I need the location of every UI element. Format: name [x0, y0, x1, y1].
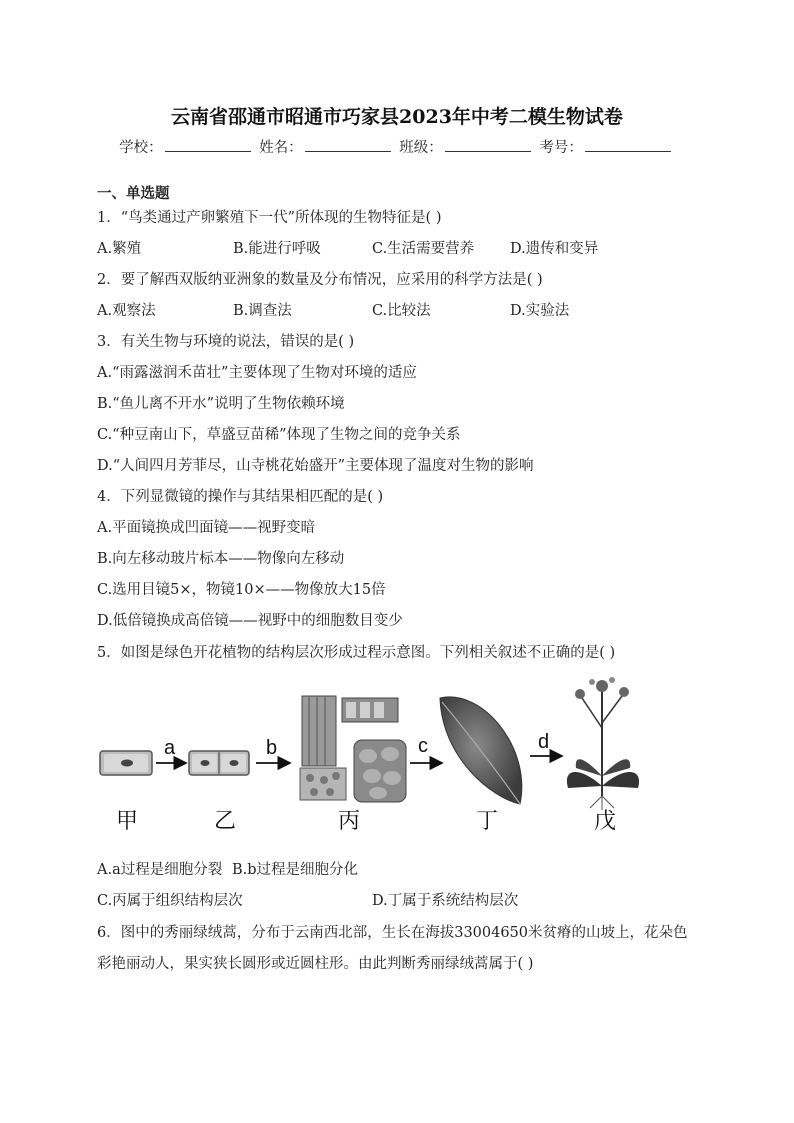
q5-option-a: A.a过程是细胞分裂	[97, 862, 223, 878]
q3-option-c: C.“种豆南山下，草盛豆苗稀”体现了生物之间的竞争关系	[97, 427, 461, 443]
figure-label-ding: 丁	[476, 809, 499, 834]
q3-stem: 3．有关生物与环境的说法，错误的是( )	[97, 334, 355, 350]
section-heading: 一、单选题	[97, 185, 170, 202]
q4-option-c: C.选用目镜5×，物镜10×——物像放大15倍	[97, 582, 386, 598]
figure-label-jia: 甲	[116, 809, 139, 834]
class-label: 班级：	[399, 140, 443, 156]
figure-label-yi: 乙	[214, 809, 237, 834]
q5-option-b: B.b过程是细胞分化	[232, 862, 359, 878]
q5-option-c: C.丙属于组织结构层次	[97, 893, 243, 909]
q1-option-a: A.繁殖	[97, 241, 142, 257]
q3-option-d: D.“人间四月芳菲尽，山寺桃花始盛开”主要体现了温度对生物的影响	[97, 458, 534, 474]
leaf-ding-image	[440, 697, 522, 804]
q1-option-c: C.生活需要营养	[372, 241, 475, 257]
q2-option-b: B.调查法	[233, 303, 292, 319]
number-label: 考号：	[539, 140, 583, 156]
name-blank[interactable]	[305, 137, 391, 152]
q1-stem: 1．“鸟类通过产卵繁殖下一代”所体现的生物特征是( )	[97, 210, 442, 226]
q3-option-b: B.“鱼儿离不开水”说明了生物依赖环境	[97, 396, 345, 412]
tissue-bing-image	[300, 696, 406, 802]
cell-jia-image	[100, 751, 152, 775]
q4-stem: 4．下列显微镜的操作与其结果相匹配的是( )	[97, 489, 384, 505]
q1-option-b: B.能进行呼吸	[233, 241, 321, 257]
class-blank[interactable]	[445, 137, 531, 152]
cell-yi-image	[189, 751, 249, 775]
arrow-label-c: c	[418, 735, 428, 757]
name-label: 姓名：	[259, 140, 303, 156]
school-label: 学校：	[119, 140, 163, 156]
q4-option-d: D.低倍镜换成高倍镜——视野中的细胞数目变少	[97, 613, 403, 629]
arrow-label-d: d	[538, 731, 550, 753]
arrow-label-a: a	[164, 737, 176, 759]
plant-wu-image	[567, 677, 639, 810]
plant-structure-figure	[92, 668, 662, 840]
q4-option-b: B.向左移动玻片标本——物像向左移动	[97, 551, 345, 567]
q4-option-a: A.平面镜换成凹面镜——视野变暗	[97, 520, 316, 536]
q2-option-c: C.比较法	[372, 303, 431, 319]
exam-title: 云南省邵通市昭通市巧家县2023年中考二模生物试卷	[171, 106, 623, 128]
q5-option-d: D.丁属于系统结构层次	[372, 893, 519, 909]
q3-option-a: A.“雨露滋润禾苗壮”主要体现了生物对环境的适应	[97, 365, 417, 381]
q2-option-a: A.观察法	[97, 303, 156, 319]
q2-stem: 2．要了解西双版纳亚洲象的数量及分布情况，应采用的科学方法是( )	[97, 272, 543, 288]
figure-label-bing: 丙	[338, 809, 361, 834]
q6-stem: 6．图中的秀丽绿绒蒿，分布于云南西北部，生长在海拔33004650米贫瘠的山坡上，花朵色彩艳丽动人，果实狭长圆形或近圆柱形。由此判断秀丽绿绒蒿属于( )	[97, 925, 688, 972]
q1-option-d: D.遗传和变异	[510, 241, 599, 257]
q2-option-d: D.实验法	[510, 303, 570, 319]
number-blank[interactable]	[585, 137, 671, 152]
figure-label-wu: 戊	[594, 809, 617, 834]
q5-stem: 5．如图是绿色开花植物的结构层次形成过程示意图。下列相关叙述不正确的是( )	[97, 645, 616, 661]
arrow-label-b: b	[266, 737, 278, 759]
school-blank[interactable]	[165, 137, 251, 152]
student-info-row	[0, 136, 794, 157]
